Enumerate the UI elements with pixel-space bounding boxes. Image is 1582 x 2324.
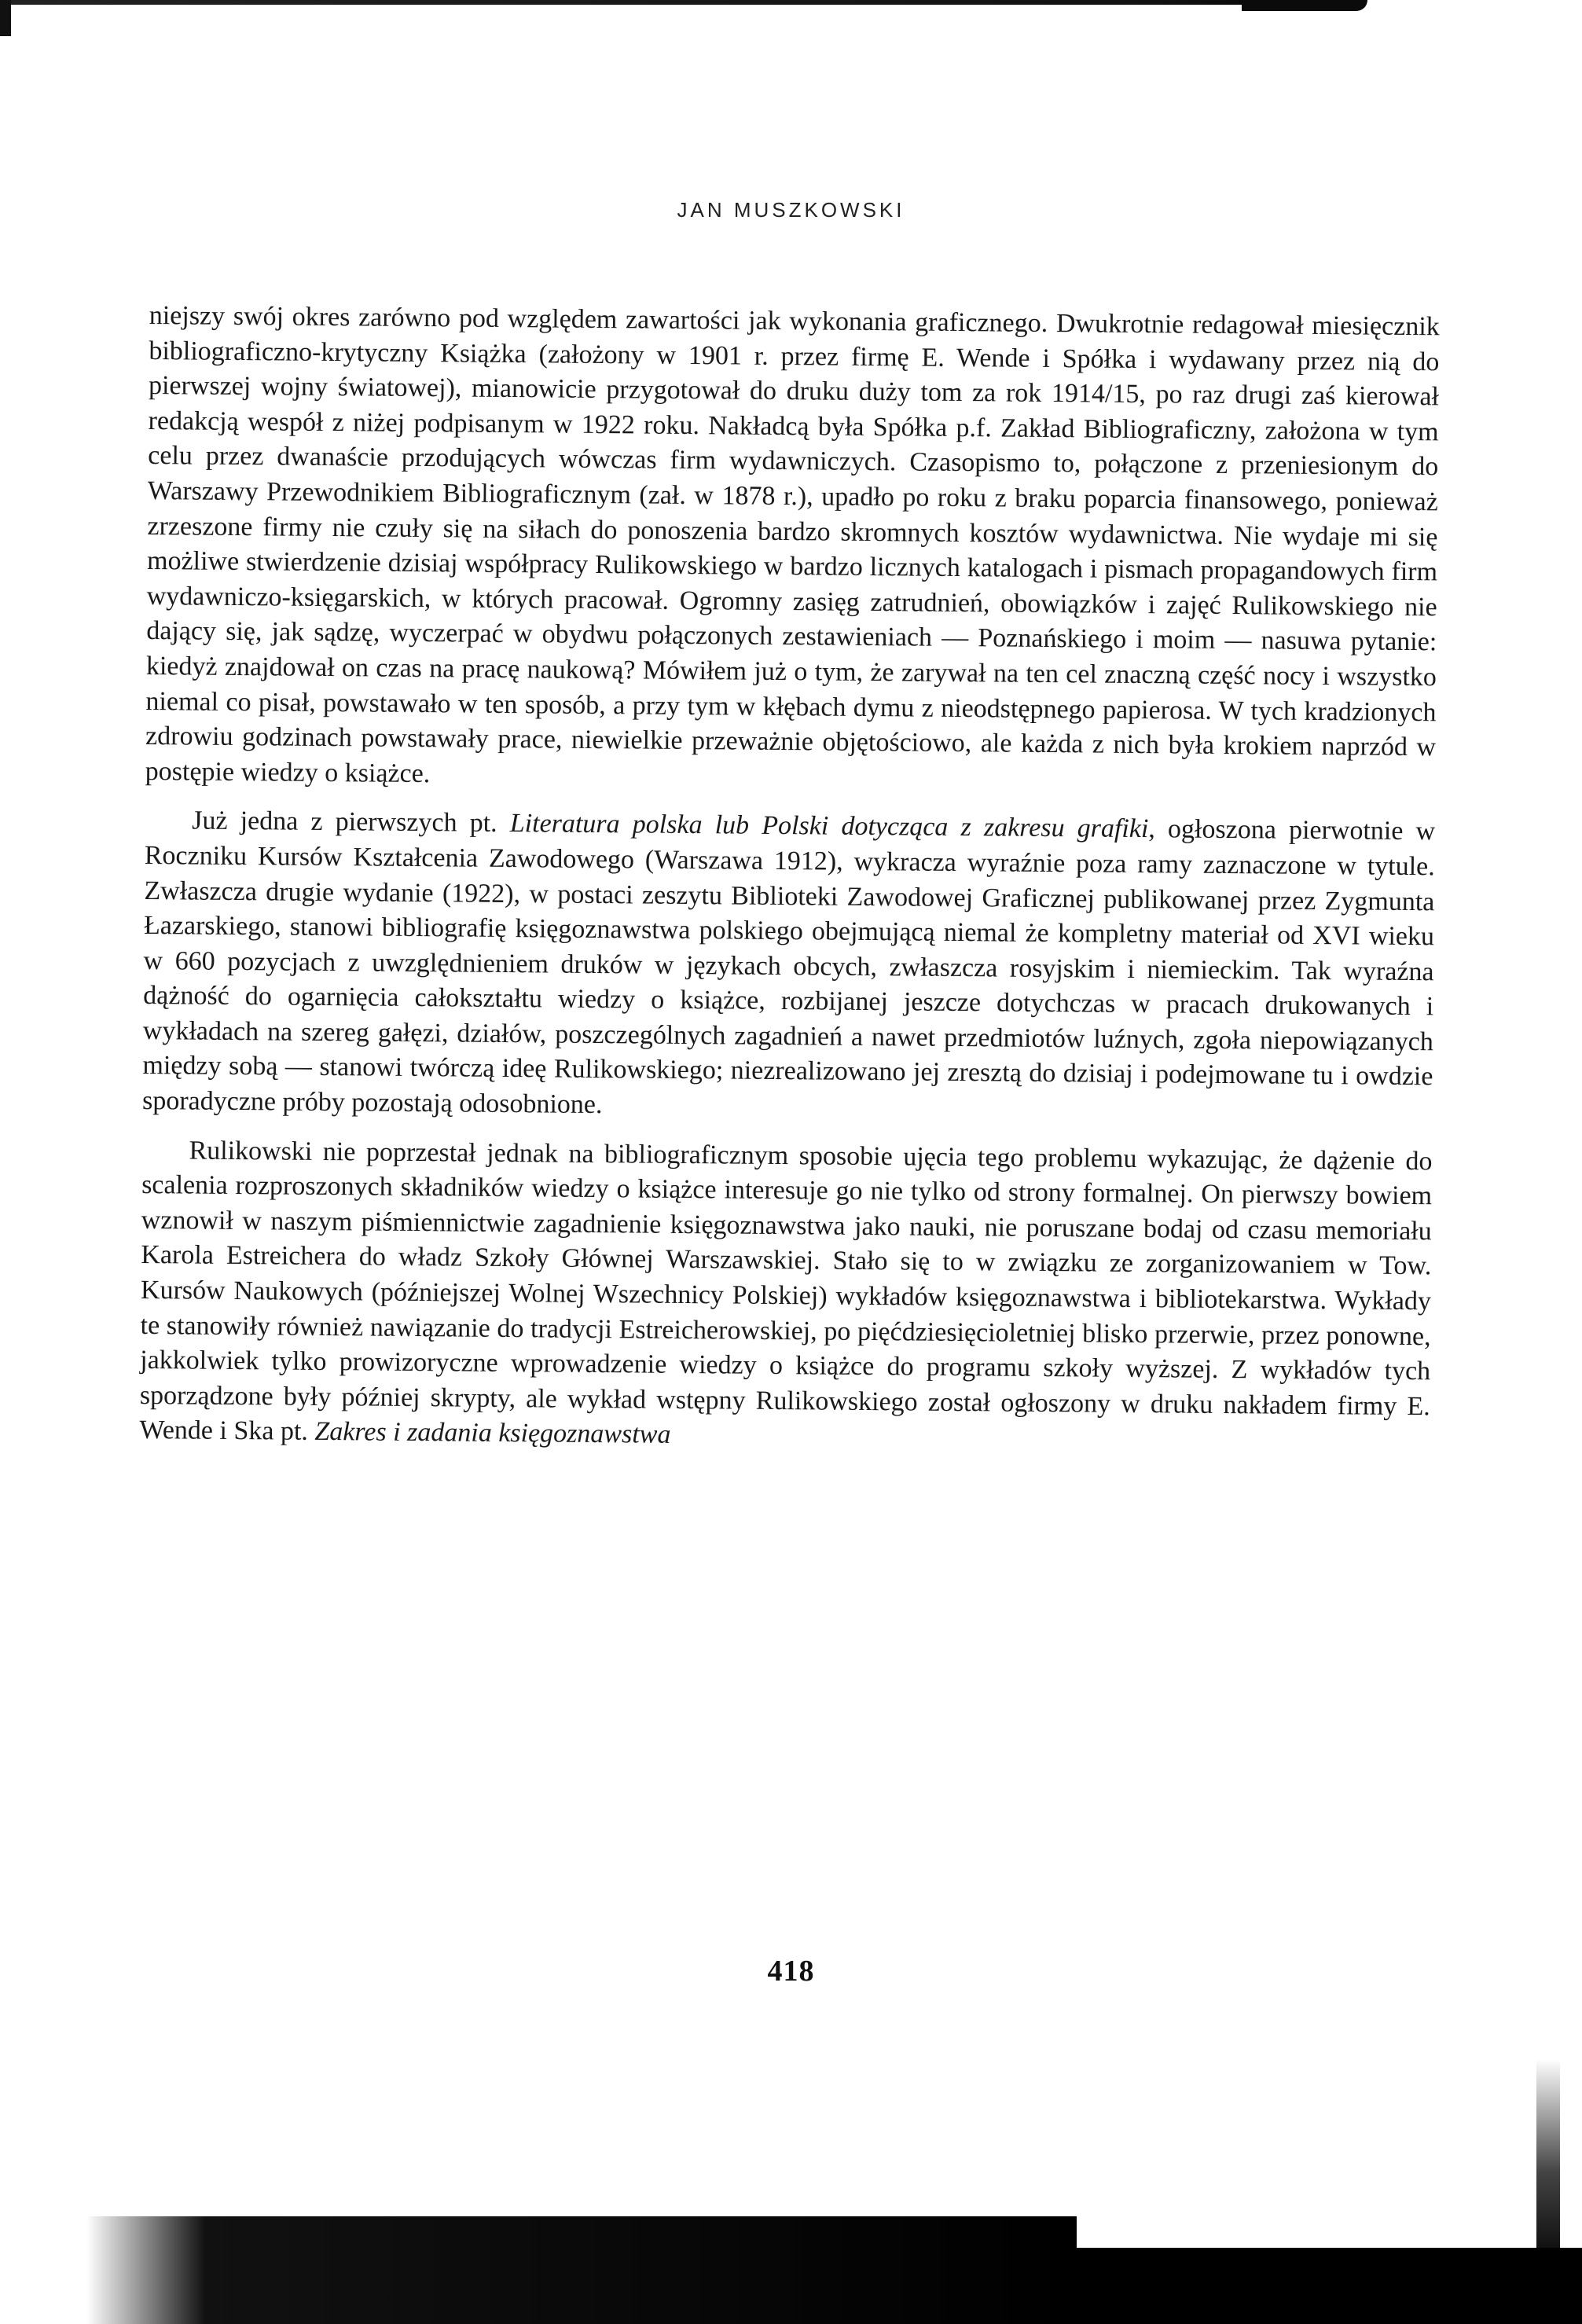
- paragraph-1: niejszy swój okres zarówno pod względem zawartości jak wykonania graficznego. Dwukrotnie redagował miesięcznik bibliograficzno-krytyczny Książka (założony w 1901 r. przez firmę E. Wende i Spółka i wydawany przez nią do pierwszej wojny światowej), mianowicie przygotował do druku duży tom za rok 1914/15, po raz drugi zaś kierował redakcją wespół z niżej podpisanym w 1922 roku. Nakładcą była Spółka p.f. Zakład Bibliograficzny, założona w tym celu przez dwanaście przodujących wówczas firm wydawniczych. Czasopismo to, połączone z przeniesionym do Warszawy Przewodnikiem Bibliograficznym (zał. w 1878 r.), upadło po roku z braku poparcia finansowego, ponieważ zrzeszone firmy nie czuły się na siłach do ponoszenia bardzo skromnych kosztów wydawnictwa. Nie wydaje mi się możliwe stwierdzenie dzisiaj współpracy Rulikowskiego w bardzo licznych katalogach i pismach propagandowych firm wydawniczo-księgarskich, w których pracował. Ogromny zasięg zatrudnień, obowiązków i zajęć Rulikowskiego nie dający się, jak sądzę, wyczerpać w obydwu połączonych zestawieniach — Poznańskiego i moim — nasuwa pytanie: kiedyż znajdował on czas na pracę naukową? Mówiłem już o tym, że zarywał na ten cel znaczną część nocy i wszystko niemal co pisał, powstawało w ten sposób, a przy tym w kłębach dymu z nieodstępnego papierosa. W tych kradzionych zdrowiu godzinach powstawały prace, niewielkie przeważnie objętościowo, ale każda z nich była krokiem naprzód w postępie wiedzy o książce.: [145, 300, 1440, 788]
- paragraph-3-text: Rulikowski nie poprzestał jednak na bibliograficznym sposobie ujęcia tego problemu wykazując, że dążenie do scalenia rozproszonych składników wiedzy o książce interesuje go nie tylko od strony formalnej. On pierwszy bowiem wznowił w naszym piśmiennictwie zagadnienie księgoznawstwa jako nauki, nie poruszane bodaj od czasu memoriału Karola Estreichera do władz Szkoły Głównej Warszawskiej. Stało się to w związku ze zorganizowaniem w Tow. Kursów Naukowych (późniejszej Wolnej Wszechnicy Polskiej) wykładów księgoznawstwa i bibliotekarstwa. Wykłady te stanowiły również nawiązanie do tradycji Estreicherowskiej, po pięćdziesięcioletniej blisko przerwie, przez ponowne, jakkolwiek tylko prowizoryczne wprowadzenie wiedzy o książce do programu szkoły wyższej. Z wykładów tych sporządzone były później skrypty, ale wykład wstępny Rulikowskiego został ogłoszony w druku nakładem firmy E. Wende i Ska pt.: [139, 1136, 1433, 1447]
- book-title-zakres-i-zadania: Zakres i zadania księgoznawstwa: [314, 1417, 671, 1450]
- paragraph-3: [139, 1133, 1432, 1460]
- scan-artifact-corner: [0, 0, 11, 36]
- book-title-literatura-polska: Literatura polska lub Polski dotycząca z zakresu grafiki: [509, 809, 1149, 844]
- paragraph-2-rest: , ogłoszona pierwotnie w Roczniku Kursów Kształcenia Zawodowego (Warszawa 1912), wykracza wyraźnie poza ramy zaznaczone w tytule. Zwłaszcza drugie wydanie (1922), w postaci zeszytu Biblioteki Zawodowej Graficznej publikowanej przez Zygmunta Łazarskiego, stanowi bibliografię księgoznawstwa polskiego obejmującą niemal że kompletny materiał od XVI wieku w 660 pozycjach z uwzględnieniem druków w językach obcych, zwłaszcza rosyjskim i niemieckim. Tak wyraźna dążność do ogarnięcia całokształtu wiedzy o książce, rozbijanej jeszcze dotychczas w pracach drukowanych i wykładach na szereg gałęzi, działów, poszczególnych zagadnień a nawet przedmiotów luźnych, zgoła niepowiązanych między sobą — stanowi twórczą ideę Rulikowskiego; niezrealizowano jej zresztą do dzisiaj i podejmowane tu i owdzie sporadyczne próby pozostają odosobnione.: [141, 814, 1436, 1120]
- running-header: JAN MUSZKOWSKI: [677, 198, 905, 222]
- scan-artifact-top-right: [1242, 0, 1367, 11]
- paragraph-2-lead: Już jedna z pierwszych pt.: [192, 806, 510, 839]
- scan-artifact-bottom-right: [1077, 2248, 1582, 2324]
- scan-artifact-right-edge: [1536, 2059, 1560, 2248]
- scan-artifact-top-edge: [11, 0, 1363, 5]
- page-body: [139, 299, 1440, 1459]
- scan-artifact-bottom-edge: [86, 2216, 1077, 2324]
- page-number: 418: [767, 1955, 815, 1988]
- paragraph-2: [142, 803, 1435, 1130]
